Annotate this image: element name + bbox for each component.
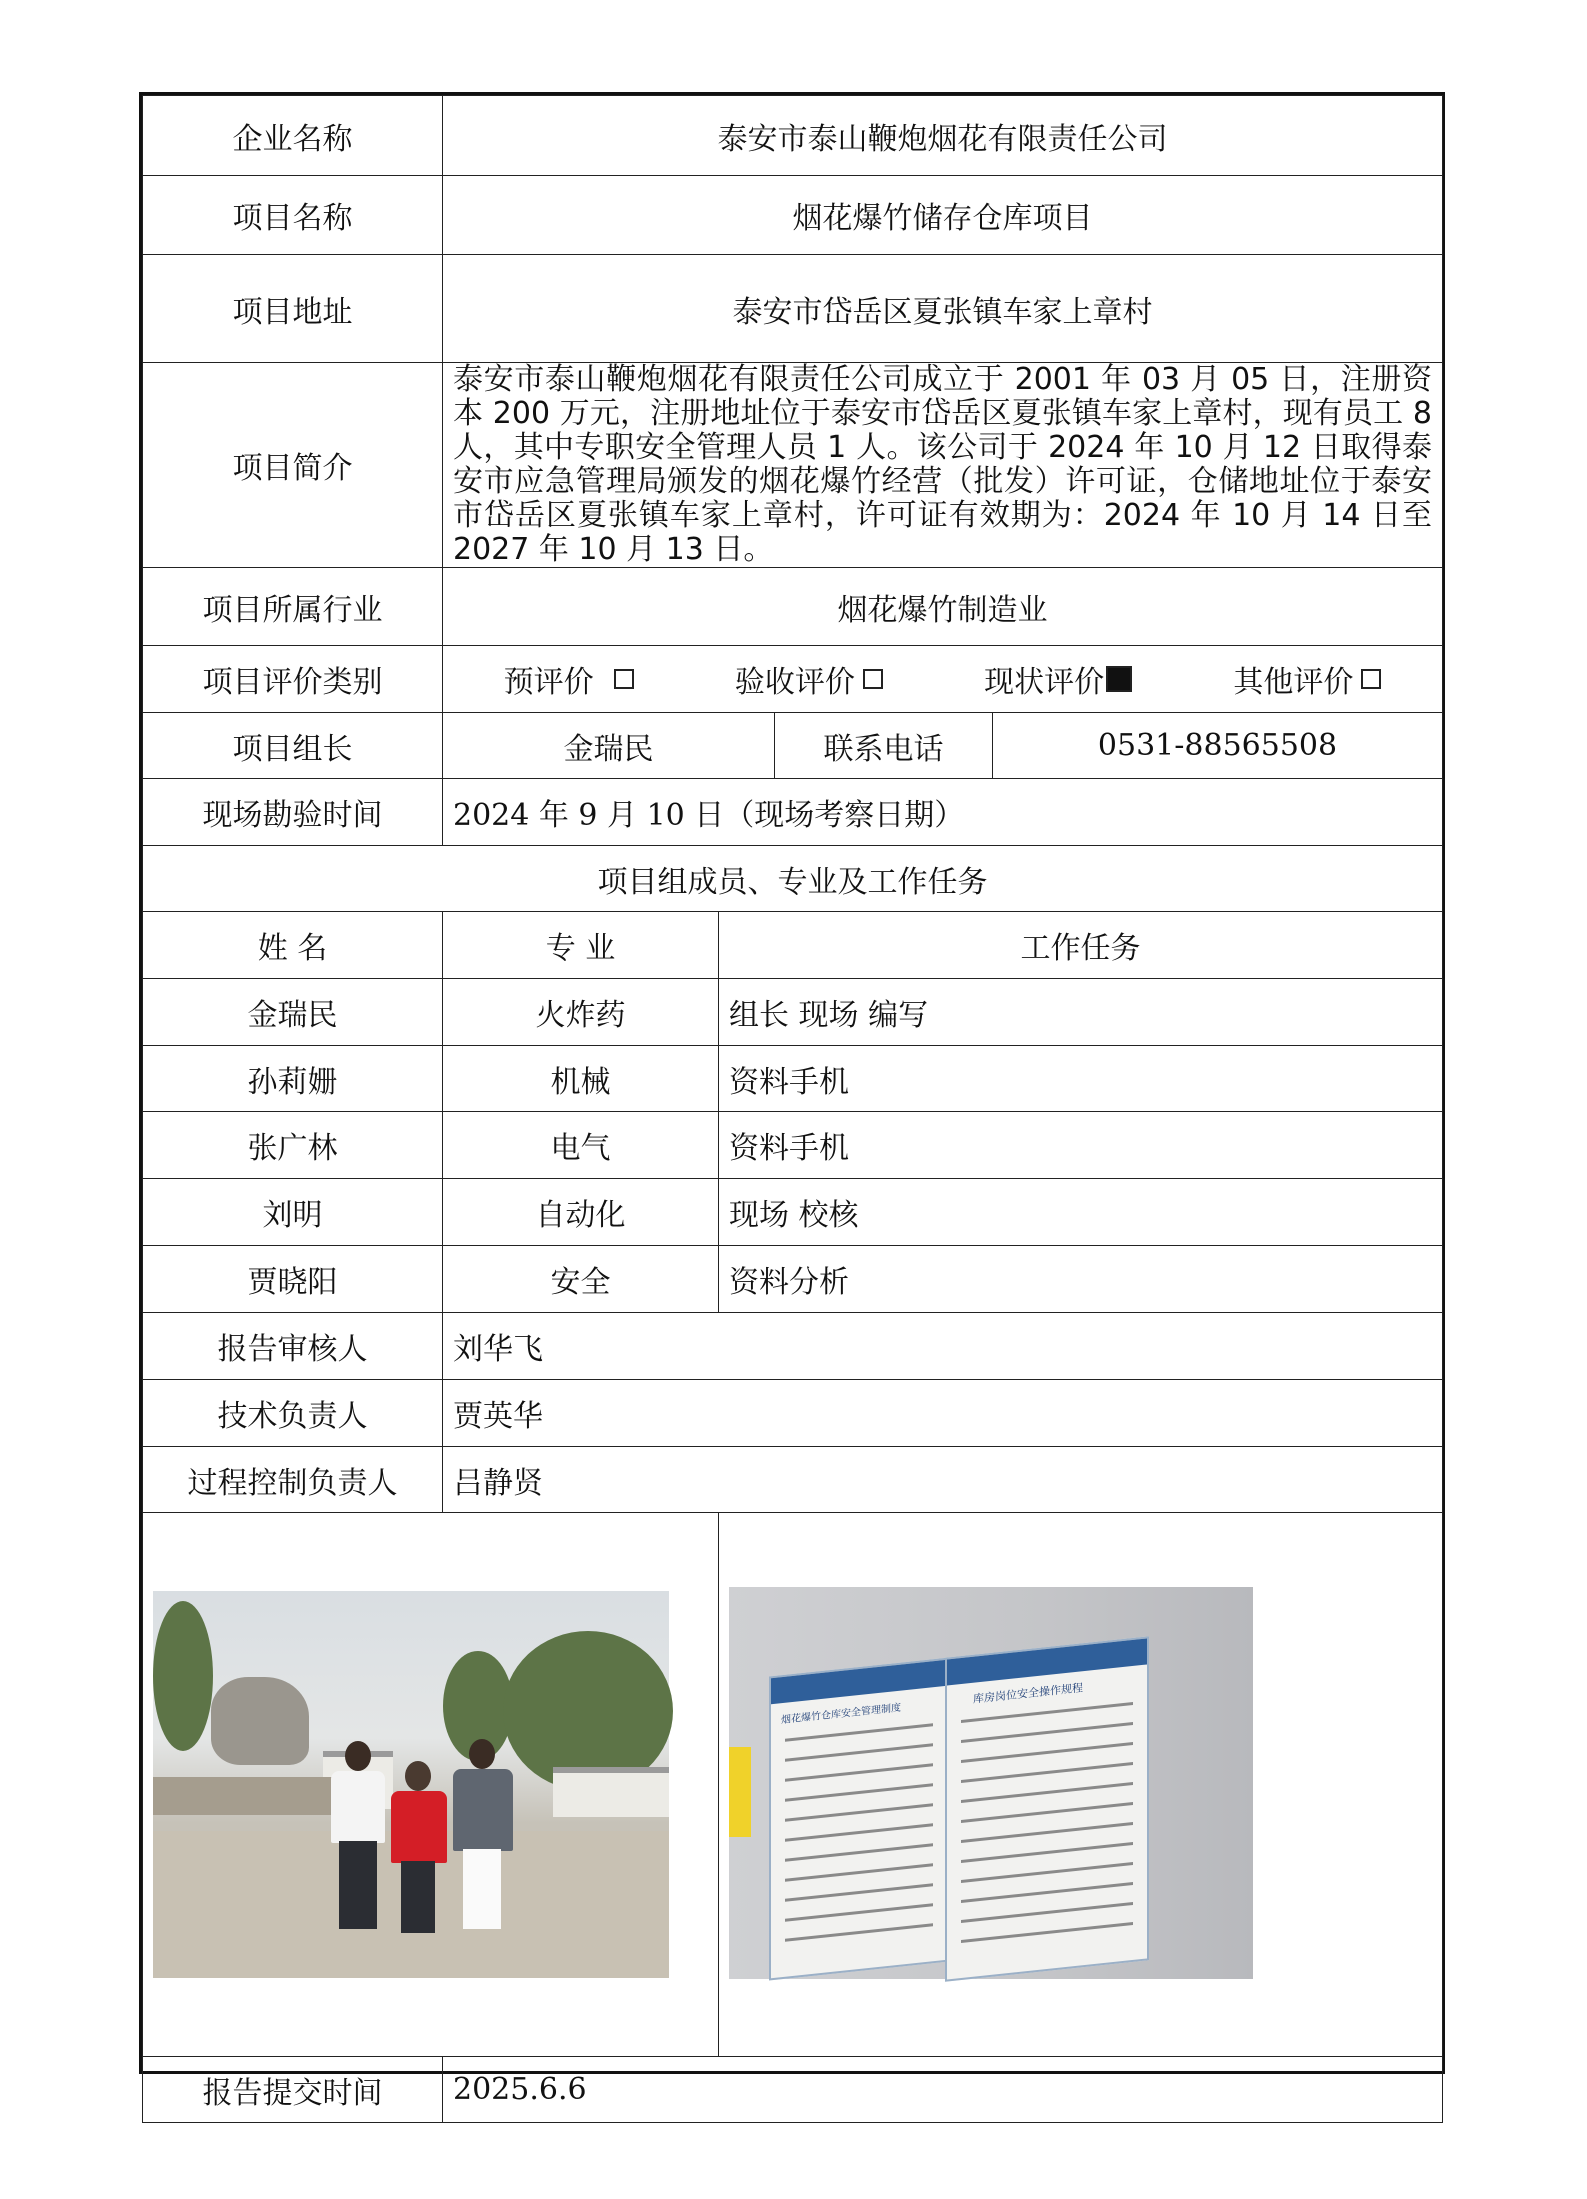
row-address — [143, 255, 1443, 363]
member-name: 张广林 — [143, 1112, 443, 1179]
eval-option-label: 预评价 — [503, 665, 594, 700]
intro-value: 泰安市泰山鞭炮烟花有限责任公司成立于 2001 年 03 月 05 日，注册资本 200 万元，注册地址位于泰安市岱岳区夏张镇车家上章村，现有员工 8 人，其中专职安全管理人员 1 人。该公司于 2024 年 10 月 12 日取得泰安市应急管理局颁发的烟花爆竹经营（批发）许可证，仓储地址位于泰安市岱岳区夏张镇车家上章村，许可证有效期为：2024 年 10 月 14 日至 2027 年 10 月 13 日。 — [443, 363, 1443, 568]
row-tech — [143, 1380, 1443, 1447]
member-row — [143, 1112, 1443, 1179]
row-intro — [143, 363, 1443, 568]
member-name: 贾晓阳 — [143, 1246, 443, 1313]
board-title: 烟花爆竹仓库安全管理制度 — [781, 1702, 901, 1727]
eval-type-label: 项目评价类别 — [143, 646, 443, 713]
member-name: 金瑞民 — [143, 979, 443, 1046]
member-row — [143, 1046, 1443, 1112]
member-row — [143, 1179, 1443, 1246]
row-reviewer — [143, 1313, 1443, 1380]
notice-board-right — [945, 1636, 1149, 1981]
member-name: 刘明 — [143, 1179, 443, 1246]
address-label: 项目地址 — [143, 255, 443, 363]
row-photos — [143, 1513, 1443, 2057]
header-major: 专 业 — [443, 912, 719, 979]
members-title: 项目组成员、专业及工作任务 — [143, 846, 1443, 912]
row-process — [143, 1447, 1443, 1513]
member-task: 现场 校核 — [719, 1179, 1443, 1246]
process-label: 过程控制负责人 — [143, 1447, 443, 1513]
project-name-label: 项目名称 — [143, 176, 443, 255]
building-image — [553, 1767, 669, 1817]
yellow-sign-image — [729, 1747, 751, 1837]
phone-label: 联系电话 — [775, 713, 993, 779]
project-name-value: 烟花爆竹储存仓库项目 — [443, 176, 1443, 255]
member-major: 自动化 — [443, 1179, 719, 1246]
member-major: 电气 — [443, 1112, 719, 1179]
process-value: 吕静贤 — [443, 1447, 1443, 1513]
company-label: 企业名称 — [143, 96, 443, 176]
member-major: 机械 — [443, 1046, 719, 1112]
tech-value: 贾英华 — [443, 1380, 1443, 1447]
row-members-header — [143, 912, 1443, 979]
checkbox-empty-icon[interactable] — [1361, 669, 1381, 689]
eval-option-label: 验收评价 — [734, 665, 855, 700]
row-leader — [143, 713, 1443, 779]
eval-option-status[interactable] — [984, 657, 1132, 701]
eval-options — [443, 646, 1443, 713]
row-submit — [143, 2057, 1443, 2123]
member-task: 资料手机 — [719, 1112, 1443, 1179]
intro-label: 项目简介 — [143, 363, 443, 568]
member-row — [143, 1246, 1443, 1313]
row-survey — [143, 779, 1443, 846]
site-photo — [153, 1591, 669, 1978]
member-task: 资料手机 — [719, 1046, 1443, 1112]
member-major: 火炸药 — [443, 979, 719, 1046]
company-value: 泰安市泰山鞭炮烟花有限责任公司 — [443, 96, 1443, 176]
notice-board-left — [769, 1658, 949, 1981]
header-name: 姓 名 — [143, 912, 443, 979]
eval-option-acceptance[interactable] — [735, 657, 883, 701]
reviewer-label: 报告审核人 — [143, 1313, 443, 1380]
member-major: 安全 — [443, 1246, 719, 1313]
row-industry — [143, 568, 1443, 646]
row-members-title — [143, 846, 1443, 912]
eval-option-label: 现状评价 — [984, 665, 1105, 700]
member-task: 资料分析 — [719, 1246, 1443, 1313]
submit-label: 报告提交时间 — [143, 2057, 443, 2123]
header-task: 工作任务 — [719, 912, 1443, 979]
board-title: 库房岗位安全操作规程 — [973, 1681, 1083, 1706]
tree-image — [153, 1601, 213, 1751]
eval-option-label: 其他评价 — [1233, 665, 1354, 700]
photo-cell-right — [719, 1513, 1443, 2057]
photo-cell-left — [143, 1513, 719, 2057]
row-project-name — [143, 176, 1443, 255]
survey-value: 2024 年 9 月 10 日（现场考察日期） — [443, 779, 1443, 846]
industry-label: 项目所属行业 — [143, 568, 443, 646]
row-company — [143, 96, 1443, 176]
member-row — [143, 979, 1443, 1046]
member-task: 组长 现场 编写 — [719, 979, 1443, 1046]
address-value: 泰安市岱岳区夏张镇车家上章村 — [443, 255, 1443, 363]
report-form — [139, 92, 1445, 2111]
rock-image — [211, 1677, 309, 1765]
leader-value: 金瑞民 — [443, 713, 775, 779]
phone-value: 0531-88565508 — [993, 713, 1443, 779]
survey-label: 现场勘验时间 — [143, 779, 443, 846]
checkbox-empty-icon[interactable] — [863, 669, 883, 689]
wall-image — [153, 1777, 333, 1815]
tech-label: 技术负责人 — [143, 1380, 443, 1447]
member-name: 孙莉姗 — [143, 1046, 443, 1112]
reviewer-value: 刘华飞 — [443, 1313, 1443, 1380]
industry-value: 烟花爆竹制造业 — [443, 568, 1443, 646]
eval-option-other[interactable] — [1233, 657, 1381, 701]
checkbox-empty-icon[interactable] — [614, 669, 634, 689]
info-table — [142, 95, 1443, 2123]
leader-label: 项目组长 — [143, 713, 443, 779]
row-eval-type — [143, 646, 1443, 713]
submit-value: 2025.6.6 — [443, 2057, 1443, 2123]
eval-option-pre[interactable] — [504, 657, 634, 701]
notice-board-photo — [729, 1587, 1253, 1979]
checkbox-filled-icon[interactable] — [1106, 666, 1132, 692]
